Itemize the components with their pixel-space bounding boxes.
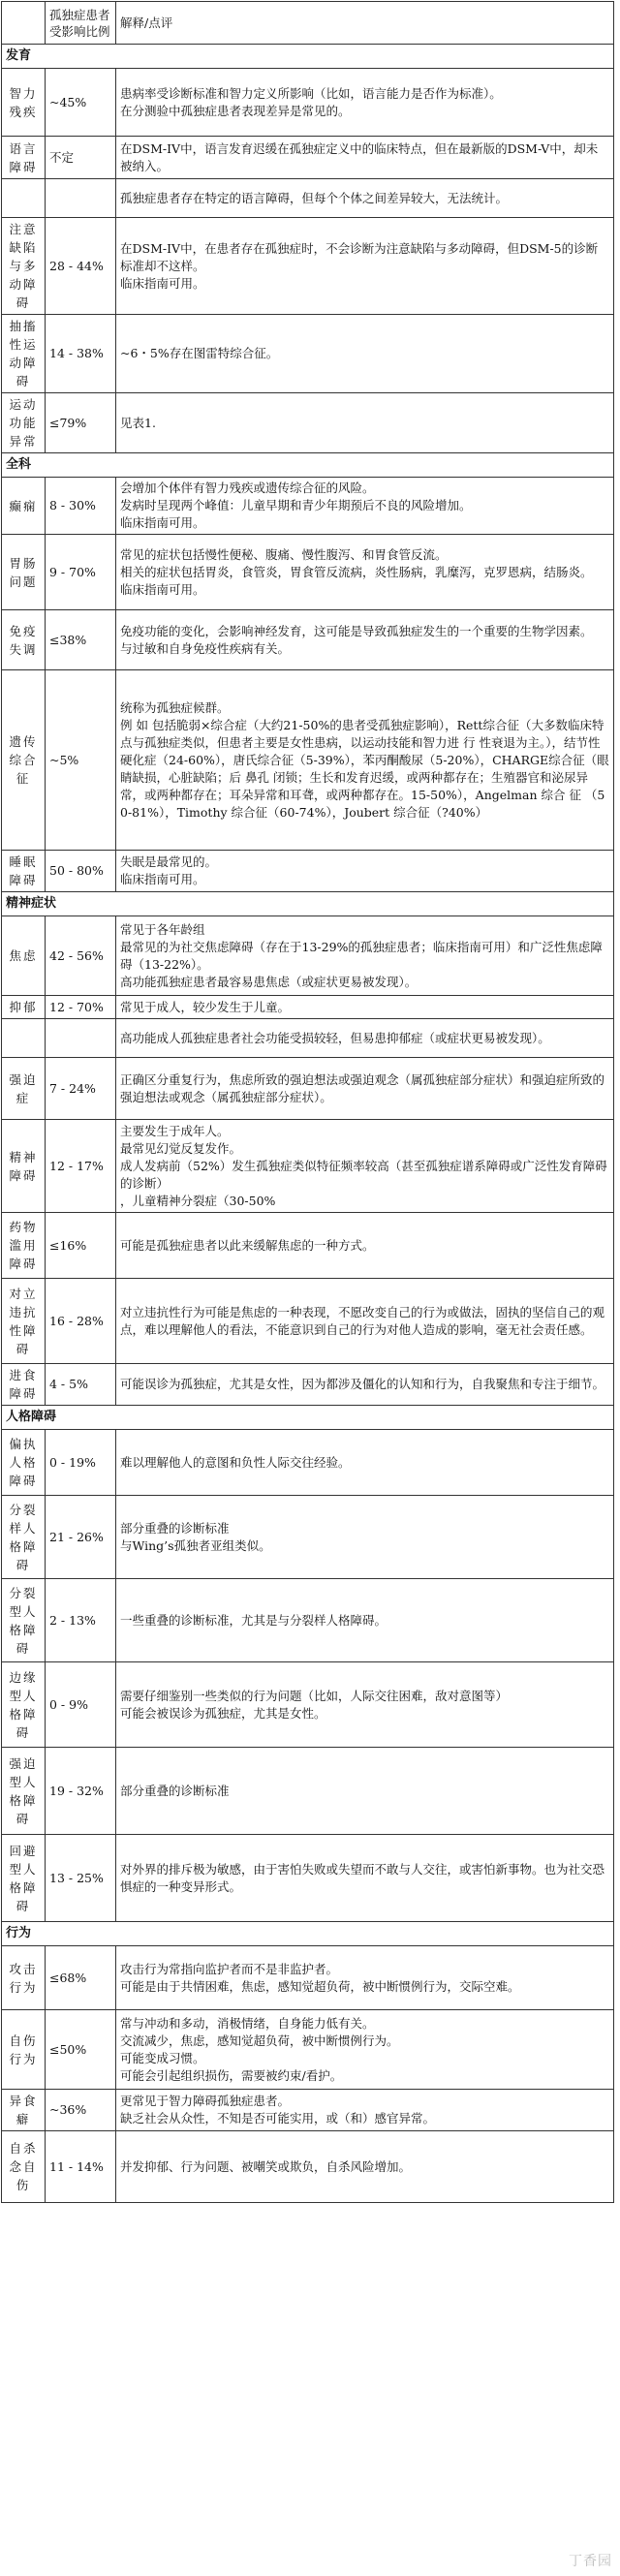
condition-cell: 自伤行为 <box>2 2010 46 2090</box>
section-title: 人格障碍 <box>2 1406 614 1430</box>
table-row <box>2 478 614 535</box>
table-row <box>2 916 614 996</box>
note-line: 可能误诊为孤独症，尤其是女性，因为都涉及僵化的认知和行为，自我聚焦和专注于细节。 <box>120 1377 605 1391</box>
notes-cell <box>116 137 614 179</box>
note-line: 高功能孤独症患者最容易患焦虑（或症状更易被发现）。 <box>120 974 418 989</box>
section-title: 全科 <box>2 453 614 478</box>
note-line: 失眠是最常见的。 <box>120 854 218 869</box>
note-line: 主要发生于成年人。 <box>120 1123 230 1138</box>
table-row <box>2 1019 614 1058</box>
note-line: ~6・5%存在图雷特综合征。 <box>120 346 279 360</box>
ratio-cell: ≤38% <box>46 610 116 670</box>
note-line: 并发抑郁、行为问题、被嘲笑或欺负，自杀风险增加。 <box>120 2158 412 2174</box>
note-line: 常见于成人，较少发生于儿童。 <box>120 999 291 1014</box>
notes-cell <box>116 1430 614 1496</box>
note-line: 发病时呈现两个峰值：儿童早期和青少年期预后不良的风险增加。 <box>120 498 472 512</box>
notes-cell <box>116 2090 614 2131</box>
note-line: 统称为孤独症候群。 <box>120 699 230 715</box>
notes-cell <box>116 1579 614 1662</box>
notes-cell <box>116 1279 614 1364</box>
notes-cell <box>116 1058 614 1120</box>
table-row <box>2 1213 614 1279</box>
table-row <box>2 1279 614 1364</box>
note-line: 部分重叠的诊断标准 <box>120 1783 230 1798</box>
ratio-cell <box>46 179 116 218</box>
section-header-row <box>2 1922 614 1946</box>
table-row <box>2 2010 614 2090</box>
ratio-cell: 14 - 38% <box>46 315 116 393</box>
note-line: 相关的症状包括胃炎，食管炎，胃食管反流病，炎性肠病，乳糜泻，克罗恩病，结肠炎。 <box>120 564 593 579</box>
condition-cell: 强迫型人格障碍 <box>2 1748 46 1835</box>
note-line: 对外界的排斥极为敏感，由于害怕失败或失望而不敢与人交往，或害怕新事物。也为社交恐惧症的一种变异形式。 <box>120 1861 605 1894</box>
section-title: 行为 <box>2 1922 614 1946</box>
note-line: 临床指南可用。 <box>120 581 205 597</box>
condition-cell: 偏执人格障碍 <box>2 1430 46 1496</box>
condition-cell: 回避型人格障碍 <box>2 1835 46 1922</box>
ratio-cell: 50 - 80% <box>46 851 116 892</box>
section-header-row <box>2 892 614 916</box>
notes-cell <box>116 1364 614 1406</box>
condition-cell: 边缘型人格障碍 <box>2 1662 46 1748</box>
condition-cell: 癫痫 <box>2 478 46 535</box>
note-line: 常见于各年龄组 <box>120 921 205 937</box>
notes-cell <box>116 2131 614 2203</box>
table-row <box>2 1120 614 1213</box>
condition-cell: 智力残疾 <box>2 69 46 137</box>
table-row <box>2 996 614 1019</box>
ratio-cell: 12 - 70% <box>46 996 116 1019</box>
watermark-logo: 丁香园 <box>569 2554 612 2569</box>
note-line: 成人发病前（52%）发生孤独症类似特征频率较高（甚至孤独症谱系障碍或广泛性发育障碍的诊断） <box>120 1158 607 1191</box>
notes-cell <box>116 851 614 892</box>
ratio-cell: ≤68% <box>46 1946 116 2010</box>
condition-cell: 焦虑 <box>2 916 46 996</box>
notes-cell <box>116 996 614 1019</box>
notes-cell <box>116 535 614 610</box>
condition-cell: 免疫失调 <box>2 610 46 670</box>
note-line: 免疫功能的变化，会影响神经发育，这可能是导致孤独症发生的一个重要的生物学因素。 <box>120 623 593 638</box>
notes-cell <box>116 1213 614 1279</box>
note-line: 临床指南可用。 <box>120 872 205 886</box>
notes-cell <box>116 1496 614 1579</box>
table-row <box>2 1364 614 1406</box>
condition-cell: 强迫症 <box>2 1058 46 1120</box>
note-line: 临床指南可用。 <box>120 515 205 530</box>
ratio-cell: 11 - 14% <box>46 2131 116 2203</box>
ratio-cell: ~5% <box>46 670 116 851</box>
table-row <box>2 851 614 892</box>
note-line: 常见的症状包括慢性便秘、腹痛、慢性腹泻、和胃食管反流。 <box>120 546 448 562</box>
ratio-cell: 42 - 56% <box>46 916 116 996</box>
notes-cell <box>116 69 614 137</box>
ratio-cell: 7 - 24% <box>46 1058 116 1120</box>
note-line: 最常见幻觉反复发作。 <box>120 1140 242 1156</box>
ratio-cell: ≤50% <box>46 2010 116 2090</box>
condition-cell: 分裂型人格障碍 <box>2 1579 46 1662</box>
ratio-cell: 19 - 32% <box>46 1748 116 1835</box>
note-line: 在DSM-IV中，语言发育迟缓在孤独症定义中的临床特点，但在最新版的DSM-V中，却未被纳入。 <box>120 140 599 173</box>
ratio-cell: 28 - 44% <box>46 218 116 315</box>
table-row <box>2 1835 614 1922</box>
note-line: 孤独症患者存在特定的语言障碍，但每个个体之间差异较大，无法统计。 <box>120 190 509 205</box>
note-line: 最常见的为社交焦虑障碍（存在于13-29%的孤独症患者；临床指南可用）和广泛性焦虑障碍（13-22%）。 <box>120 939 603 972</box>
note-line: 一些重叠的诊断标准，尤其是与分裂样人格障碍。 <box>120 1612 388 1628</box>
notes-cell <box>116 393 614 453</box>
ratio-cell: 9 - 70% <box>46 535 116 610</box>
notes-cell <box>116 1946 614 2010</box>
table-row <box>2 1430 614 1496</box>
notes-cell <box>116 1120 614 1213</box>
notes-cell <box>116 610 614 670</box>
notes-cell <box>116 478 614 535</box>
condition-cell: 抽搐性运动障碍 <box>2 315 46 393</box>
note-line: 见表1. <box>120 415 156 430</box>
section-header-row <box>2 453 614 478</box>
note-line: 需要仔细鉴别一些类似的行为问题（比如，人际交往困难，敌对意图等） <box>120 1688 509 1703</box>
section-header-row <box>2 45 614 69</box>
note-line: 临床指南可用。 <box>120 275 205 291</box>
condition-cell: 睡眠障碍 <box>2 851 46 892</box>
condition-cell <box>2 1019 46 1058</box>
table-header-row <box>2 2 614 45</box>
condition-cell: 分裂样人格障碍 <box>2 1496 46 1579</box>
note-line: 可能会引起组织损伤，需要被约束/看护。 <box>120 2067 343 2083</box>
condition-cell: 对立违抗性障碍 <box>2 1279 46 1364</box>
note-line: 例 如 包括脆弱×综合症（大约21-50%的患者受孤独症影响），Rett综合征（大多数临床特点与孤独症类似，但患者主要是女性患病，以运动技能和智力进 行 性衰退为主。），结节性硬化症（24-60%），唐氏综合征（5-39%），苯丙酮酸尿（5-20%），CHARGE综合征（眼睛缺损，心脏缺陷；后 鼻孔 闭锁；生长和发育迟缓，或两种都存在；生殖器官和泌尿异常，或两种都存在；耳朵异常和耳聋，或两种都存在。15-50%），Angelman 综合 征 （50-81%），Timothy 综合征（60-74%），Joubert 综合征（?40%） <box>120 717 609 820</box>
condition-cell: 遗传综合征 <box>2 670 46 851</box>
ratio-cell: 16 - 28% <box>46 1279 116 1364</box>
condition-cell: 抑郁 <box>2 996 46 1019</box>
section-title: 发育 <box>2 45 614 69</box>
table-row <box>2 1496 614 1579</box>
ratio-cell: ~36% <box>46 2090 116 2131</box>
table-row <box>2 137 614 179</box>
note-line: 高功能成人孤独症患者社会功能受损较轻，但易患抑郁症（或症状更易被发现）。 <box>120 1030 550 1045</box>
ratio-cell: ≤79% <box>46 393 116 453</box>
section-header-row <box>2 1406 614 1430</box>
condition-cell: 进食障碍 <box>2 1364 46 1406</box>
note-line: 与Wing’s孤独者亚组类似。 <box>120 1537 271 1553</box>
ratio-cell: 8 - 30% <box>46 478 116 535</box>
note-line: 会增加个体伴有智力残疾或遗传综合征的风险。 <box>120 481 375 495</box>
note-line: 难以理解他人的意图和负性人际交往经验。 <box>120 1454 351 1470</box>
note-line: 在分测验中孤独症患者表现差异是常见的。 <box>120 103 351 118</box>
header-notes: 解释/点评 <box>116 2 614 45</box>
ratio-cell: 0 - 19% <box>46 1430 116 1496</box>
section-title: 精神症状 <box>2 892 614 916</box>
note-line: 对立违抗性行为可能是焦虑的一种表现，不愿改变自己的行为或做法，固执的坚信自己的观点，难以理解他人的看法，不能意识到自己的行为对他人造成的影响，毫无社会责任感。 <box>120 1304 605 1337</box>
table-row <box>2 393 614 453</box>
notes-cell <box>116 916 614 996</box>
comorbidity-table <box>1 1 614 2203</box>
ratio-cell: 0 - 9% <box>46 1662 116 1748</box>
ratio-cell: ~45% <box>46 69 116 137</box>
ratio-cell: 4 - 5% <box>46 1364 116 1406</box>
condition-cell: 自杀念自伤 <box>2 2131 46 2203</box>
condition-cell: 语言障碍 <box>2 137 46 179</box>
ratio-cell: 不定 <box>46 137 116 179</box>
ratio-cell: 13 - 25% <box>46 1835 116 1922</box>
ratio-cell: 12 - 17% <box>46 1120 116 1213</box>
note-line: 正确区分重复行为，焦虑所致的强迫想法或强迫观念（属孤独症部分症状）和强迫症所致的强迫想法或观念（属孤独症部分症状）。 <box>120 1071 605 1104</box>
table-row <box>2 2131 614 2203</box>
table-row <box>2 1946 614 2010</box>
notes-cell <box>116 2010 614 2090</box>
table-row <box>2 179 614 218</box>
notes-cell <box>116 179 614 218</box>
condition-cell: 胃肠问题 <box>2 535 46 610</box>
notes-cell <box>116 218 614 315</box>
header-condition <box>2 2 46 45</box>
table-row <box>2 218 614 315</box>
table-row <box>2 2090 614 2131</box>
note-line: 常与冲动和多动，消极情绪，自身能力低有关。 <box>120 2015 375 2031</box>
note-line: 交流减少，焦虑，感知觉超负荷，被中断惯例行为。 <box>120 2033 399 2048</box>
condition-cell: 攻击行为 <box>2 1946 46 2010</box>
table-row <box>2 1748 614 1835</box>
condition-cell: 运动功能异常 <box>2 393 46 453</box>
ratio-cell <box>46 1019 116 1058</box>
note-line: 缺乏社会从众性，不知是否可能实用，或（和）感官异常。 <box>120 2111 436 2126</box>
condition-cell <box>2 179 46 218</box>
header-ratio: 孤独症患者受影响比例 <box>46 2 116 45</box>
note-line: 攻击行为常指向监护者而不是非监护者。 <box>120 1961 339 1976</box>
table-row <box>2 1662 614 1748</box>
table-row <box>2 1058 614 1120</box>
ratio-cell: 2 - 13% <box>46 1579 116 1662</box>
notes-cell <box>116 1662 614 1748</box>
table-row <box>2 69 614 137</box>
note-line: ，儿童精神分裂症（30-50% <box>120 1193 276 1208</box>
note-line: 患病率受诊断标准和智力定义所影响（比如，语言能力是否作为标准）。 <box>120 85 502 101</box>
notes-cell <box>116 1748 614 1835</box>
notes-cell <box>116 670 614 851</box>
notes-cell <box>116 1835 614 1922</box>
condition-cell: 精神障碍 <box>2 1120 46 1213</box>
condition-cell: 注意缺陷与多动障碍 <box>2 218 46 315</box>
notes-cell <box>116 315 614 393</box>
table-row <box>2 1579 614 1662</box>
table-row <box>2 670 614 851</box>
table-body <box>2 45 614 2203</box>
note-line: 与过敏和自身免疫性疾病有关。 <box>120 640 291 656</box>
note-line: 可能是孤独症患者以此来缓解焦虑的一种方式。 <box>120 1237 375 1253</box>
notes-cell <box>116 1019 614 1058</box>
note-line: 可能是由于共情困难，焦虑，感知觉超负荷，被中断惯例行为，交际空难。 <box>120 1978 520 1994</box>
note-line: 在DSM-IV中，在患者存在孤独症时，不会诊断为注意缺陷与多动障碍，但DSM-5的诊断标准却不这样。 <box>120 240 599 273</box>
condition-cell: 异食癖 <box>2 2090 46 2131</box>
note-line: 可能会被误诊为孤独症，尤其是女性。 <box>120 1705 326 1721</box>
note-line: 部分重叠的诊断标准 <box>120 1520 230 1536</box>
ratio-cell: ≤16% <box>46 1213 116 1279</box>
ratio-cell: 21 - 26% <box>46 1496 116 1579</box>
table-row <box>2 315 614 393</box>
table-row <box>2 535 614 610</box>
note-line: 可能变成习惯。 <box>120 2050 205 2065</box>
note-line: 更常见于智力障碍孤独症患者。 <box>120 2094 291 2108</box>
condition-cell: 药物滥用障碍 <box>2 1213 46 1279</box>
table-row <box>2 610 614 670</box>
